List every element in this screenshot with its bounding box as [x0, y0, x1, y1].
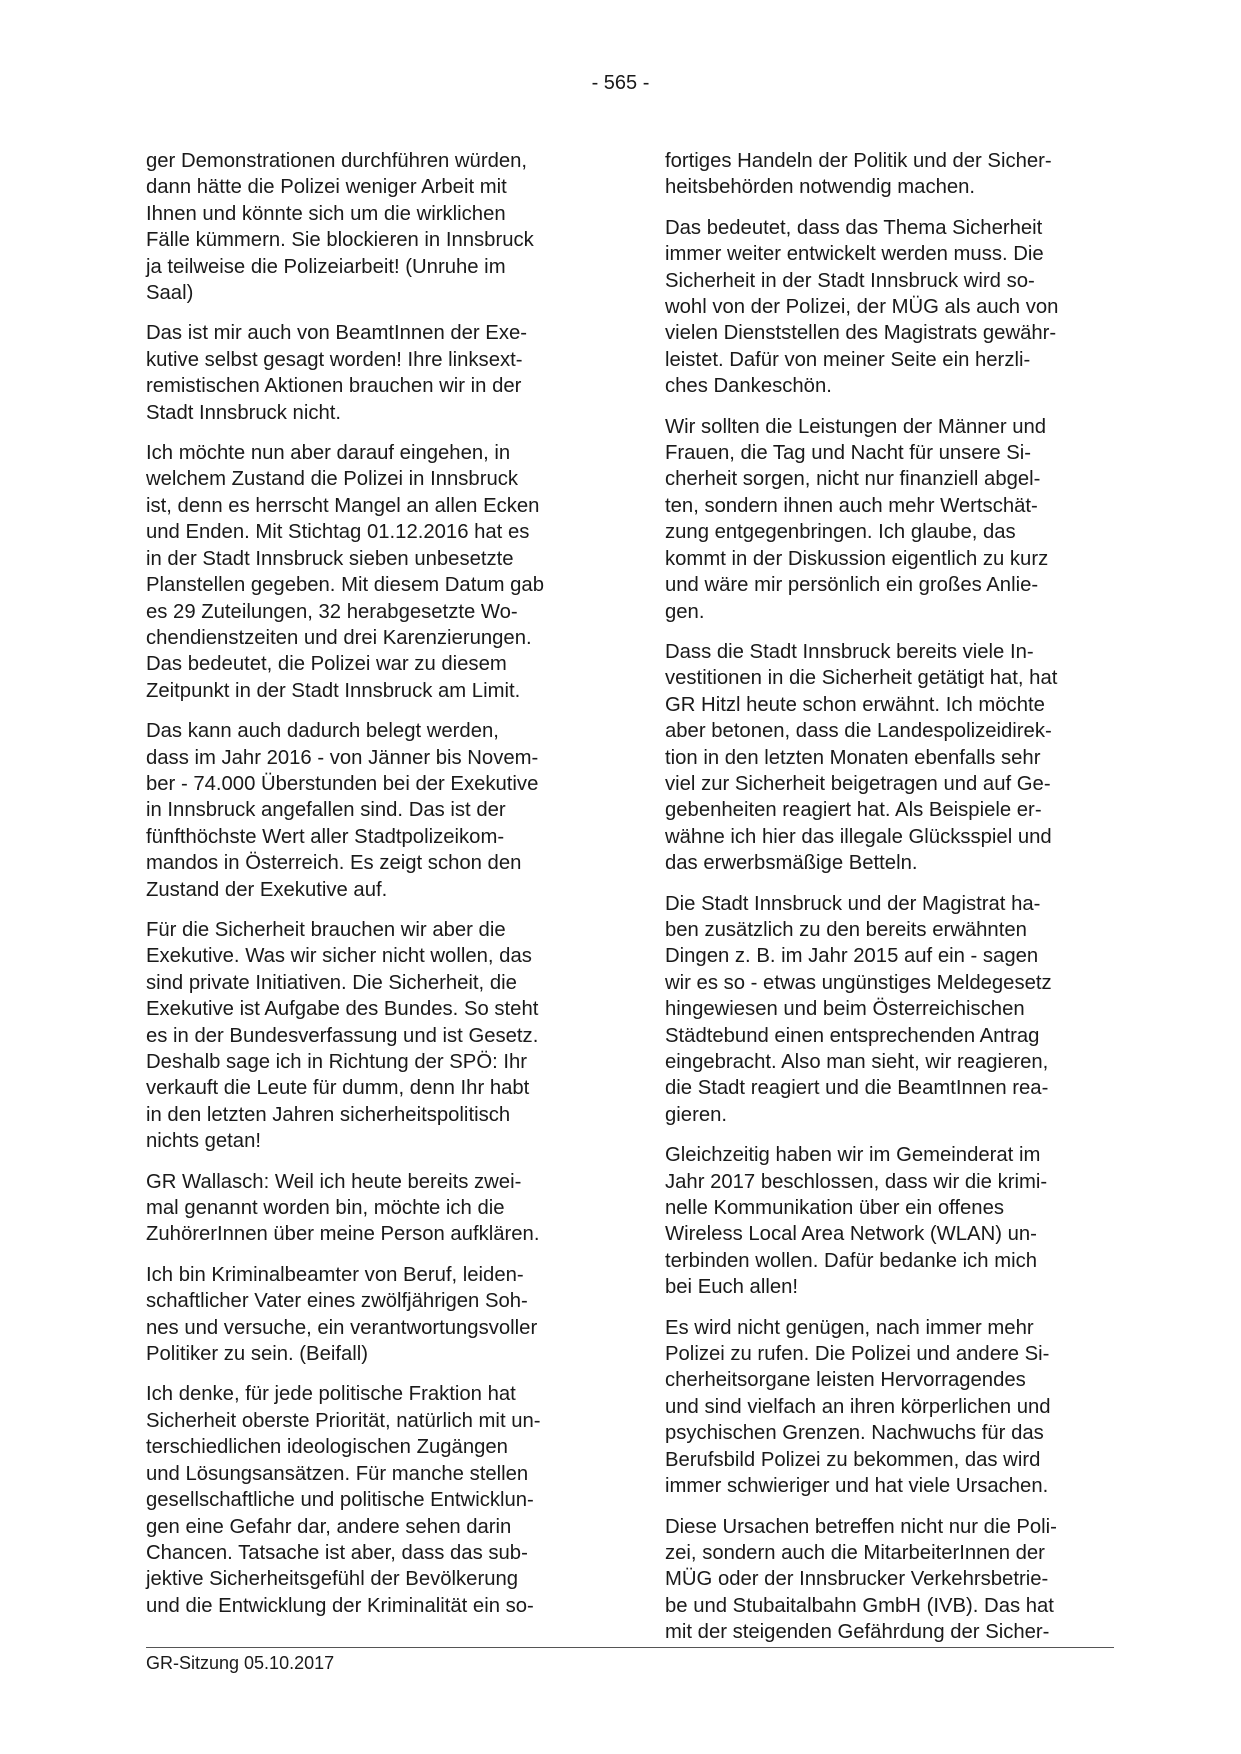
- text-line: Dingen z. B. im Jahr 2015 auf ein - sagen: [665, 945, 1039, 968]
- text-line: schaftlicher Vater eines zwölfjährigen Soh-: [146, 1290, 528, 1313]
- text-line: Dass die Stadt Innsbruck bereits viele In-: [665, 640, 1034, 663]
- text-line: und Lösungsansätzen. Für manche stellen: [146, 1462, 529, 1485]
- text-line: tion in den letzten Monaten ebenfalls sehr: [665, 746, 1041, 769]
- text-line: Ich möchte nun aber darauf eingehen, in: [146, 442, 511, 465]
- text-line: Jahr 2017 beschlossen, dass wir die krimi-: [665, 1170, 1048, 1193]
- text-line: Exekutive. Was wir sicher nicht wollen, das: [146, 945, 532, 968]
- text-line: und wäre mir persönlich ein großes Anlie-: [665, 574, 1039, 597]
- left-column: [146, 148, 578, 1633]
- text-line: in den letzten Jahren sicherheitspolitisch: [146, 1103, 511, 1126]
- text-line: GR Hitzl heute schon erwähnt. Ich möchte: [665, 693, 1045, 716]
- text-line: Das bedeutet, die Polizei war zu diesem: [146, 653, 507, 676]
- text-line: Ihnen und könnte sich um die wirklichen: [146, 202, 506, 225]
- text-line: in der Stadt Innsbruck sieben unbesetzte: [146, 547, 514, 570]
- text-line: Diese Ursachen betreffen nicht nur die Poli-: [665, 1515, 1057, 1538]
- text-line: die Stadt reagiert und die BeamtInnen rea-: [665, 1077, 1049, 1100]
- text-line: Polizei zu rufen. Die Polizei und andere Si-: [665, 1343, 1050, 1366]
- text-line: Sicherheit in der Stadt Innsbruck wird so-: [665, 269, 1035, 292]
- text-line: mandos in Österreich. Es zeigt schon den: [146, 852, 522, 875]
- text-line: Das kann auch dadurch belegt werden,: [146, 720, 499, 743]
- text-line: kutive selbst gesagt worden! Ihre linksext-: [146, 348, 523, 371]
- paragraph: [665, 215, 1097, 400]
- text-line: es in der Bundesverfassung und ist Gesetz.: [146, 1024, 539, 1047]
- paragraph: [665, 1514, 1097, 1646]
- text-line: eingebracht. Also man sieht, wir reagieren,: [665, 1051, 1049, 1073]
- text-line: jektive Sicherheitsgefühl der Bevölkerung: [146, 1568, 519, 1591]
- text-line: nichts getan!: [146, 1130, 262, 1153]
- paragraph: [146, 1169, 578, 1248]
- text-line: es 29 Zuteilungen, 32 herabgesetzte Wo-: [146, 600, 518, 623]
- text-line: ja teilweise die Polizeiarbeit! (Unruhe im: [146, 255, 506, 278]
- text-line: Das ist mir auch von BeamtInnen der Exe-: [146, 322, 528, 345]
- paragraph: [146, 718, 578, 903]
- text-line: Die Stadt Innsbruck und der Magistrat ha-: [665, 892, 1041, 915]
- text-line: bei Euch allen!: [665, 1276, 799, 1299]
- text-line: zei, sondern auch die MitarbeiterInnen der: [665, 1541, 1045, 1564]
- right-column: [665, 148, 1097, 1660]
- text-line: Wireless Local Area Network (WLAN) un-: [665, 1223, 1037, 1246]
- text-line: wohl von der Polizei, der MÜG als auch von: [665, 296, 1059, 319]
- text-line: ten, sondern ihnen auch mehr Wertschät-: [665, 494, 1038, 517]
- text-line: verkauft die Leute für dumm, denn Ihr habt: [146, 1077, 530, 1100]
- paragraph: [146, 1262, 578, 1368]
- text-line: ist, denn es herrscht Mangel an allen Ecken: [146, 494, 540, 517]
- paragraph: [665, 414, 1097, 625]
- text-line: welchem Zustand die Polizei in Innsbruck: [146, 468, 519, 491]
- text-line: psychischen Grenzen. Nachwuchs für das: [665, 1422, 1044, 1445]
- text-line: und die Entwicklung der Kriminalität ein so-: [146, 1594, 534, 1617]
- footer-session-date: GR-Sitzung 05.10.2017: [146, 1653, 335, 1673]
- text-line: Wir sollten die Leistungen der Männer und: [665, 415, 1047, 438]
- text-line: heitsbehörden notwendig machen.: [665, 176, 976, 199]
- text-line: terschiedlichen ideologischen Zugängen: [146, 1436, 508, 1459]
- page-number: - 565 -: [591, 72, 650, 94]
- text-line: dass im Jahr 2016 - von Jänner bis Novem-: [146, 746, 539, 769]
- paragraph: [665, 1142, 1097, 1300]
- text-line: gebenheiten reagiert hat. Als Beispiele er-: [665, 799, 1042, 822]
- text-line: MÜG oder der Innsbrucker Verkehrsbetrie-: [665, 1568, 1049, 1591]
- text-line: nelle Kommunikation über ein offenes: [665, 1197, 1004, 1220]
- text-line: Frauen, die Tag und Nacht für unsere Si-: [665, 442, 1032, 465]
- text-line: vestitionen in die Sicherheit getätigt hat, hat: [665, 667, 1058, 690]
- paragraph: [665, 639, 1097, 877]
- text-line: Exekutive ist Aufgabe des Bundes. So steht: [146, 998, 539, 1021]
- text-line: ches Dankeschön.: [665, 375, 832, 398]
- text-line: in Innsbruck angefallen sind. Das ist der: [146, 799, 506, 822]
- text-line: Politiker zu sein. (Beifall): [146, 1343, 369, 1366]
- text-line: fortiges Handeln der Politik und der Sicher-: [665, 150, 1052, 172]
- text-line: das erwerbsmäßige Betteln.: [665, 852, 918, 875]
- text-line: und Enden. Mit Stichtag 01.12.2016 hat es: [146, 521, 530, 544]
- text-line: gieren.: [665, 1103, 728, 1126]
- text-line: ger Demonstrationen durchführen würden,: [146, 150, 528, 172]
- text-line: ZuhörerInnen über meine Person aufklären.: [146, 1223, 540, 1246]
- text-line: be und Stubaitalbahn GmbH (IVB). Das hat: [665, 1594, 1054, 1617]
- text-line: Gleichzeitig haben wir im Gemeinderat im: [665, 1144, 1041, 1167]
- paragraph: [665, 891, 1097, 1129]
- text-line: Ich bin Kriminalbeamter von Beruf, leiden-: [146, 1263, 524, 1286]
- paragraph: [665, 148, 1097, 201]
- text-line: viel zur Sicherheit beigetragen und auf Ge-: [665, 772, 1051, 795]
- text-line: mit der steigenden Gefährdung der Sicher-: [665, 1621, 1050, 1644]
- text-line: Stadt Innsbruck nicht.: [146, 401, 342, 424]
- text-line: cherheitsorgane leisten Hervorragendes: [665, 1369, 1026, 1392]
- footer-divider: [146, 1647, 1114, 1648]
- text-line: wähne ich hier das illegale Glücksspiel und: [665, 825, 1052, 848]
- text-line: sind private Initiativen. Die Sicherheit, die: [146, 971, 517, 994]
- text-line: gen eine Gefahr dar, andere sehen darin: [146, 1515, 512, 1538]
- text-line: Das bedeutet, dass das Thema Sicherheit: [665, 216, 1043, 239]
- text-line: und sind vielfach an ihren körperlichen und: [665, 1395, 1051, 1418]
- text-line: ber - 74.000 Überstunden bei der Exekutive: [146, 772, 539, 795]
- text-line: cherheit sorgen, nicht nur finanziell abgel-: [665, 468, 1041, 491]
- text-line: Sicherheit oberste Priorität, natürlich mit un-: [146, 1409, 541, 1432]
- text-line: Berufsbild Polizei zu bekommen, das wird: [665, 1448, 1041, 1471]
- text-line: GR Wallasch: Weil ich heute bereits zwei-: [146, 1170, 522, 1193]
- paragraph: [146, 917, 578, 1155]
- text-line: Städtebund einen entsprechenden Antrag: [665, 1024, 1040, 1047]
- text-line: Planstellen gegeben. Mit diesem Datum gab: [146, 574, 544, 597]
- text-line: Für die Sicherheit brauchen wir aber die: [146, 918, 506, 941]
- text-line: vielen Dienststellen des Magistrats gewähr-: [665, 322, 1057, 345]
- text-line: chendienstzeiten und drei Karenzierungen.: [146, 626, 532, 649]
- text-line: Saal): [146, 282, 194, 305]
- paragraph: [146, 320, 578, 426]
- text-line: gesellschaftliche und politische Entwicklun-: [146, 1489, 534, 1512]
- text-line: ben zusätzlich zu den bereits erwähnten: [665, 918, 1027, 941]
- text-line: terbinden wollen. Dafür bedanke ich mich: [665, 1249, 1038, 1272]
- text-line: Deshalb sage ich in Richtung der SPÖ: Ihr: [146, 1051, 528, 1073]
- text-line: wir es so - etwas ungünstiges Meldegesetz: [665, 971, 1052, 994]
- text-line: Chancen. Tatsache ist aber, dass das sub-: [146, 1541, 528, 1564]
- text-line: zung entgegenbringen. Ich glaube, das: [665, 521, 1016, 544]
- text-line: fünfthöchste Wert aller Stadtpolizeikom-: [146, 825, 505, 848]
- text-line: mal genannt worden bin, möchte ich die: [146, 1197, 505, 1220]
- text-line: immer schwieriger und hat viele Ursachen.: [665, 1475, 1049, 1498]
- text-line: dann hätte die Polizei weniger Arbeit mit: [146, 176, 507, 199]
- text-line: Zeitpunkt in der Stadt Innsbruck am Limit.: [146, 679, 521, 702]
- text-line: hingewiesen und beim Österreichischen: [665, 998, 1025, 1021]
- text-line: gen.: [665, 600, 705, 623]
- paragraph: [146, 1381, 578, 1619]
- paragraph: [146, 440, 578, 704]
- text-line: kommt in der Diskussion eigentlich zu kurz: [665, 547, 1049, 570]
- text-line: aber betonen, dass die Landespolizeidirek-: [665, 720, 1052, 743]
- text-line: Ich denke, für jede politische Fraktion hat: [146, 1383, 516, 1406]
- text-line: leistet. Dafür von meiner Seite ein herzli-: [665, 348, 1031, 371]
- paragraph: [665, 1315, 1097, 1500]
- text-line: immer weiter entwickelt werden muss. Die: [665, 243, 1044, 266]
- text-line: Zustand der Exekutive auf.: [146, 878, 388, 901]
- text-line: nes und versuche, ein verantwortungsvoller: [146, 1316, 538, 1339]
- text-line: Fälle kümmern. Sie blockieren in Innsbruck: [146, 229, 534, 252]
- text-line: Es wird nicht genügen, nach immer mehr: [665, 1316, 1034, 1339]
- text-line: remistischen Aktionen brauchen wir in der: [146, 375, 522, 398]
- paragraph: [146, 148, 578, 306]
